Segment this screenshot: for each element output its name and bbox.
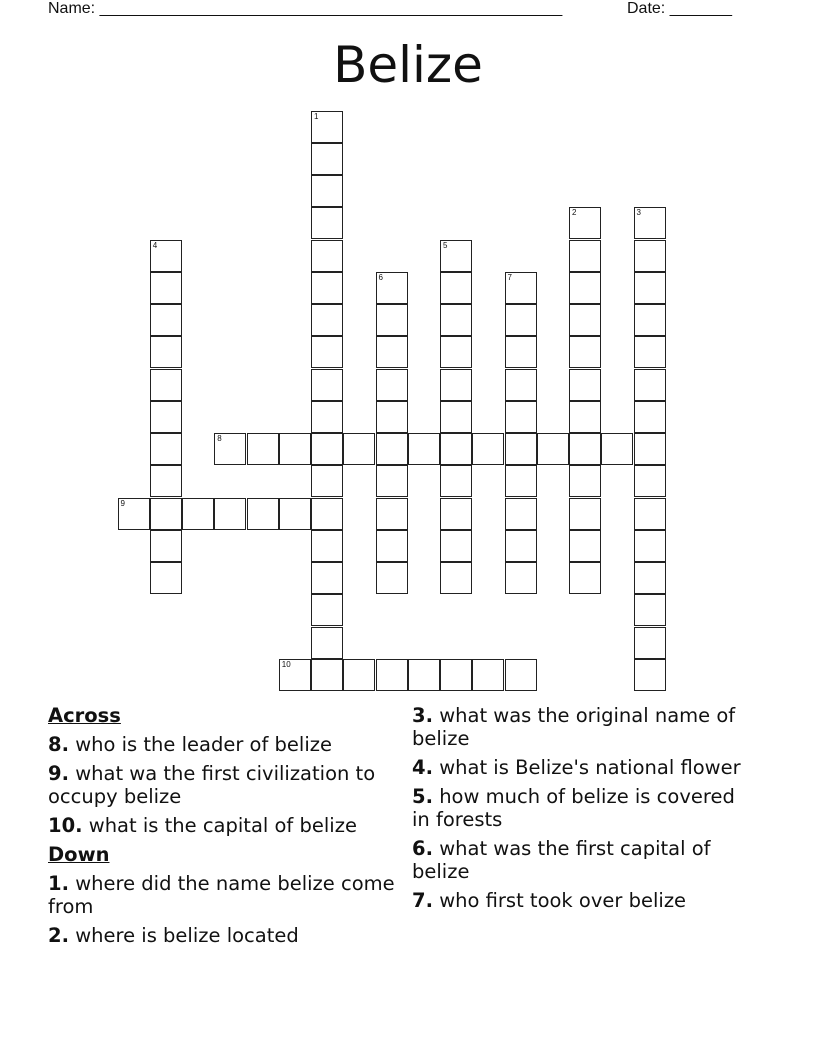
- grid-cell[interactable]: [247, 433, 279, 465]
- grid-cell[interactable]: [440, 304, 472, 336]
- clue-down-1: [48, 872, 398, 918]
- page-title: Belize: [333, 36, 483, 94]
- clue-text: what was the first capital of belize: [412, 837, 711, 883]
- clue-down-7: [412, 889, 752, 912]
- grid-cell[interactable]: [569, 433, 601, 465]
- grid-cell[interactable]: [343, 433, 375, 465]
- clue-text: who is the leader of belize: [75, 733, 332, 756]
- cell-number: 5: [443, 240, 448, 250]
- grid-cell[interactable]: [376, 498, 408, 530]
- grid-cell[interactable]: [408, 433, 440, 465]
- grid-cell[interactable]: [505, 336, 537, 368]
- grid-cell[interactable]: [214, 433, 246, 465]
- clue-number: 7.: [412, 889, 433, 912]
- grid-cell[interactable]: [440, 336, 472, 368]
- grid-cell[interactable]: [150, 304, 182, 336]
- grid-cell[interactable]: [279, 498, 311, 530]
- grid-cell[interactable]: [150, 530, 182, 562]
- clue-across-8: [48, 733, 398, 756]
- grid-cell[interactable]: [311, 111, 343, 143]
- grid-cell[interactable]: [376, 336, 408, 368]
- grid-cell[interactable]: [118, 498, 150, 530]
- grid-cell[interactable]: [150, 401, 182, 433]
- grid-cell[interactable]: [440, 498, 472, 530]
- grid-cell[interactable]: [505, 401, 537, 433]
- grid-cell[interactable]: [440, 465, 472, 497]
- grid-cell[interactable]: [311, 498, 343, 530]
- grid-cell[interactable]: [569, 272, 601, 304]
- clue-number: 10.: [48, 814, 83, 837]
- grid-cell[interactable]: [634, 336, 666, 368]
- cell-number: 1: [314, 111, 319, 121]
- grid-cell[interactable]: [634, 465, 666, 497]
- grid-cell[interactable]: [311, 207, 343, 239]
- grid-cell[interactable]: [150, 272, 182, 304]
- grid-cell[interactable]: [472, 433, 504, 465]
- grid-cell[interactable]: [311, 401, 343, 433]
- grid-cell[interactable]: [634, 304, 666, 336]
- grid-cell[interactable]: [311, 433, 343, 465]
- clue-text: what is Belize's national flower: [439, 756, 741, 779]
- grid-cell[interactable]: [440, 401, 472, 433]
- grid-cell[interactable]: [505, 369, 537, 401]
- grid-cell[interactable]: [569, 304, 601, 336]
- grid-cell[interactable]: [634, 272, 666, 304]
- cell-number: 2: [572, 208, 577, 218]
- clues-column-right: [412, 704, 752, 918]
- grid-cell[interactable]: [440, 272, 472, 304]
- grid-cell[interactable]: [311, 272, 343, 304]
- grid-cell[interactable]: [311, 562, 343, 594]
- grid-cell[interactable]: [376, 272, 408, 304]
- grid-cell[interactable]: [569, 562, 601, 594]
- down-heading: Down: [48, 843, 110, 866]
- grid-cell[interactable]: [311, 530, 343, 562]
- grid-cell[interactable]: [440, 369, 472, 401]
- grid-cell[interactable]: [505, 272, 537, 304]
- cell-number: 3: [636, 208, 641, 218]
- clue-down-5: [412, 785, 752, 831]
- grid-cell[interactable]: [376, 562, 408, 594]
- grid-cell[interactable]: [634, 530, 666, 562]
- clue-number: 1.: [48, 872, 69, 895]
- clue-number: 5.: [412, 785, 433, 808]
- clue-number: 6.: [412, 837, 433, 860]
- grid-cell[interactable]: [376, 530, 408, 562]
- grid-cell[interactable]: [505, 659, 537, 691]
- grid-cell[interactable]: [634, 594, 666, 626]
- grid-cell[interactable]: [569, 465, 601, 497]
- cell-number: 4: [152, 240, 158, 250]
- clue-down-4: [412, 756, 752, 779]
- clue-number: 8.: [48, 733, 69, 756]
- grid-cell[interactable]: [311, 659, 343, 691]
- grid-cell[interactable]: [569, 498, 601, 530]
- grid-cell[interactable]: [311, 369, 343, 401]
- grid-cell[interactable]: [279, 433, 311, 465]
- clues-column-left: [48, 704, 398, 953]
- grid-cell[interactable]: [311, 465, 343, 497]
- clue-number: 3.: [412, 704, 433, 727]
- grid-cell[interactable]: [311, 304, 343, 336]
- grid-cell[interactable]: [150, 433, 182, 465]
- cell-number: 7: [507, 272, 512, 282]
- grid-cell[interactable]: [601, 433, 633, 465]
- grid-cell[interactable]: [311, 594, 343, 626]
- date-field-label: Date: _______: [627, 0, 732, 17]
- grid-cell[interactable]: [150, 465, 182, 497]
- cell-number: 9: [120, 498, 125, 508]
- cell-number: 8: [217, 434, 222, 443]
- grid-cell[interactable]: [376, 369, 408, 401]
- clue-across-10: [48, 814, 398, 837]
- grid-cell[interactable]: [634, 627, 666, 659]
- grid-cell[interactable]: [376, 401, 408, 433]
- grid-cell[interactable]: [376, 433, 408, 465]
- clue-text: where did the name belize come from: [48, 872, 395, 918]
- grid-cell[interactable]: [150, 240, 182, 272]
- grid-cell[interactable]: [505, 562, 537, 594]
- grid-cell[interactable]: [472, 659, 504, 691]
- grid-cell[interactable]: [440, 530, 472, 562]
- grid-cell[interactable]: [634, 369, 666, 401]
- grid-cell[interactable]: [311, 240, 343, 272]
- grid-cell[interactable]: [311, 175, 343, 207]
- grid-cell[interactable]: [279, 659, 311, 691]
- grid-cell[interactable]: [505, 498, 537, 530]
- grid-cell[interactable]: [376, 304, 408, 336]
- grid-cell[interactable]: [569, 401, 601, 433]
- grid-cell[interactable]: [505, 465, 537, 497]
- grid-cell[interactable]: [440, 240, 472, 272]
- clue-down-3: [412, 704, 752, 750]
- grid-cell[interactable]: [247, 498, 279, 530]
- grid-cell[interactable]: [634, 498, 666, 530]
- grid-cell[interactable]: [376, 659, 408, 691]
- grid-cell[interactable]: [634, 562, 666, 594]
- grid-cell[interactable]: [569, 240, 601, 272]
- grid-cell[interactable]: [634, 659, 666, 691]
- grid-cell[interactable]: [376, 465, 408, 497]
- grid-cell[interactable]: [311, 143, 343, 175]
- clue-text: who first took over belize: [439, 889, 687, 912]
- clue-text: what wa the first civilization to occupy belize: [48, 762, 376, 808]
- clue-number: 9.: [48, 762, 69, 785]
- grid-cell[interactable]: [569, 369, 601, 401]
- clue-text: how much of belize is covered in forests: [412, 785, 735, 831]
- grid-cell[interactable]: [150, 562, 182, 594]
- grid-cell[interactable]: [343, 659, 375, 691]
- name-field-label: Name: ____________________________________________________: [48, 0, 563, 17]
- clue-down-6: [412, 837, 752, 883]
- clue-text: what was the original name of belize: [412, 704, 736, 750]
- grid-cell[interactable]: [440, 562, 472, 594]
- grid-cell[interactable]: [150, 498, 182, 530]
- grid-cell[interactable]: [150, 369, 182, 401]
- grid-cell[interactable]: [440, 433, 472, 465]
- grid-cell[interactable]: [311, 336, 343, 368]
- clue-number: 4.: [412, 756, 433, 779]
- grid-cell[interactable]: [634, 433, 666, 465]
- grid-cell[interactable]: [569, 530, 601, 562]
- grid-cell[interactable]: [408, 659, 440, 691]
- clue-text: where is belize located: [75, 924, 299, 947]
- cell-number: 10: [281, 659, 291, 669]
- grid-cell[interactable]: [311, 627, 343, 659]
- grid-cell[interactable]: [537, 433, 569, 465]
- grid-cell[interactable]: [634, 240, 666, 272]
- clue-across-9: [48, 762, 398, 808]
- grid-cell[interactable]: [214, 498, 246, 530]
- clue-text: what is the capital of belize: [88, 814, 357, 837]
- grid-cell[interactable]: [634, 401, 666, 433]
- grid-cell[interactable]: [440, 659, 472, 691]
- clue-down-2: [48, 924, 398, 947]
- cell-number: 6: [378, 272, 383, 282]
- across-heading: Across: [48, 704, 121, 727]
- grid-cell[interactable]: [569, 207, 601, 239]
- grid-cell[interactable]: [505, 304, 537, 336]
- grid-cell[interactable]: [505, 530, 537, 562]
- grid-cell[interactable]: [634, 207, 666, 239]
- grid-cell[interactable]: [505, 433, 537, 465]
- clue-number: 2.: [48, 924, 69, 947]
- grid-cell[interactable]: [569, 336, 601, 368]
- grid-cell[interactable]: [182, 498, 214, 530]
- grid-cell[interactable]: [150, 336, 182, 368]
